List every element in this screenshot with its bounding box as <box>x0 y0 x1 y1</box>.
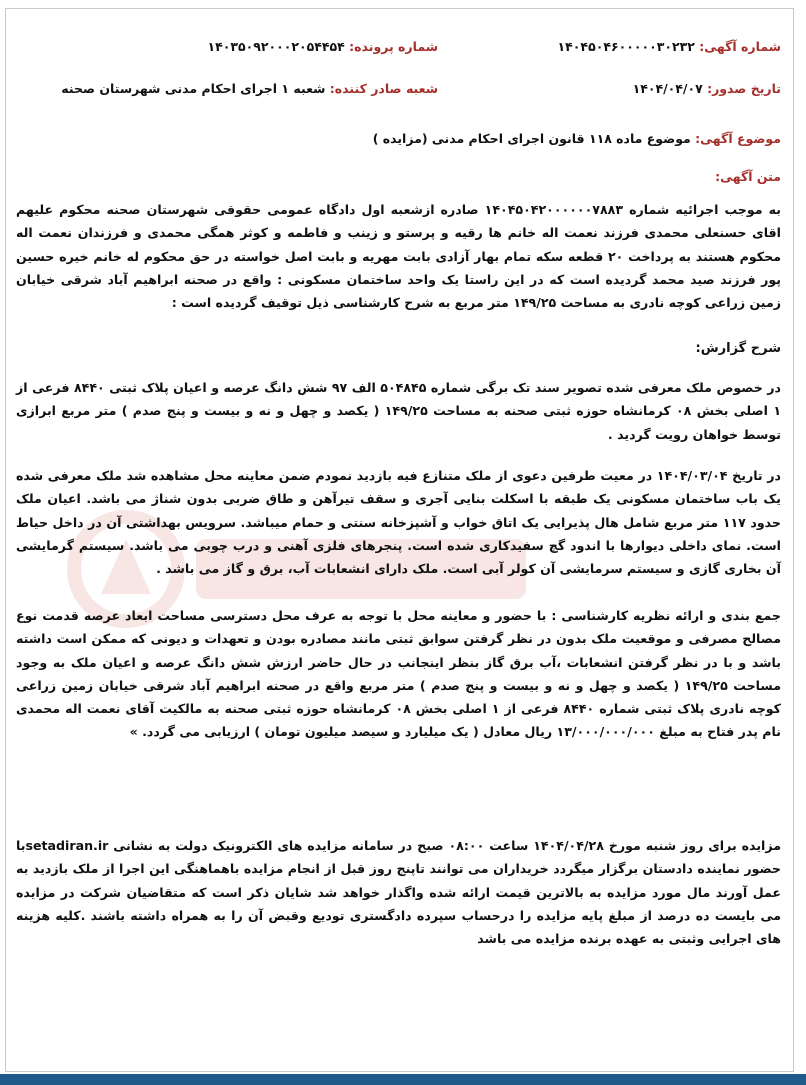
ad-number <box>558 39 781 54</box>
issuer-label: شعبه صادر کننده: <box>329 81 438 96</box>
ad-number-label: شماره آگهی: <box>699 39 781 54</box>
notice-document <box>5 8 794 1072</box>
case-number-value: ۱۴۰۳۵۰۹۲۰۰۰۲۰۵۴۴۵۴ <box>207 39 345 54</box>
valuation-paragraph: جمع بندی و ارائه نظریه کارشناسی : با حضور و معاینه محل با توجه به عرف محل دسترسی مساحت ابعاد عرصه قدمت نوع مصالح مصرفی و موقعیت ملک بدون در نظر گرفتن سوابق ثبتی مانند مصادره بودن و تعهدات و دیونی که ممکن است داشته باشد و با در نظر گرفتن انشعابات ،آب برق گاز بنظر اینجانب در حال حاضر ارزش شش دانگ عرصه و اعیان ملک به وجود مساحت ۱۴۹/۲۵ ( یکصد و چهل و نه و بیست و پنج صدم ) متر مربع واقع در صحنه ابراهیم آباد شرقی خیابان زمین زراعی کوچه نادری پلاک ثبتی شماره ۸۴۴۰ فرعی از ۱ اصلی بخش ۰۸ کرمانشاه حوزه ثبتی صحنه به مالکیت آقای نعمت اله محمدی نام پدر فتاح به مبلغ ۱۳/۰۰۰/۰۰۰/۰۰۰ ریال معادل ( یک میلیارد و سیصد میلیون تومان ) ارزیابی می گردد. » <box>16 608 781 740</box>
issue-date-value: ۱۴۰۴/۰۴/۰۷ <box>632 81 703 96</box>
subject <box>373 131 781 146</box>
bottom-border-strip <box>0 1074 806 1085</box>
ad-number-value: ۱۴۰۴۵۰۴۶۰۰۰۰۰۳۰۲۳۲ <box>557 39 695 54</box>
inspection-paragraph: در تاریخ ۱۴۰۴/۰۳/۰۴ در معیت طرفین دعوی از ملک متنازع فیه بازدید نمودم ضمن معاینه محل مشاهده شد ملک معرفی شده یک باب ساختمان مسکونی یک طبقه با اسکلت بنایی آجری و سقف تیرآهن و طاق ضربی بدون شناژ می باشد. اعیان ملک حدود ۱۱۷ متر مربع شامل هال پذیرایی یک اتاق خواب و آشپزخانه سنتی و حمام میباشد. سرویس بهداشتی آن در داخل حیاط است. نمای داخلی دیوارها با اندود گچ سفیدکاری شده است. پنجرهای فلزی آهنی و درب چوبی می باشد. سیستم گرمایشی آن بخاری گازی و سیستم سرمایشی آن کولر آبی است. ملک دارای انشعابات آب، برق و گاز می باشد . <box>16 468 781 577</box>
execution-paragraph: به موجب اجرائیه شماره ۱۴۰۴۵۰۴۲۰۰۰۰۰۰۷۸۸۳ صادره ازشعبه اول دادگاه عمومی حقوقی شهرستان صحنه محکوم علیهم اقای حسنعلی محمدی فرزند نعمت اله خانم ها رقیه و پرستو و زینب و فاطمه و کوثر همگی محمدی و فرزندان نعمت اله محکوم هستند به پرداخت ۲۰ قطعه سکه تمام بهار آزادی بابت مهریه و بابت اصل خواسته در حق محکوم له خانم خیره حسین پور فرزند صید محمد گردیده است که در این راستا یک واحد ساختمان مسکونی : واقع در صحنه ابراهیم آباد شرقی خیابان زمین زراعی کوچه نادری به مساحت ۱۴۹/۲۵ متر مربع به شرح کارشناسی ذیل توقیف گردیده است : <box>16 202 781 311</box>
subject-value: موضوع ماده ۱۱۸ قانون اجرای احکام مدنی (مزایده ) <box>372 131 691 146</box>
case-number-label: شماره پرونده: <box>349 39 438 54</box>
issuer <box>61 81 438 96</box>
issuer-value: شعبه ۱ اجرای احکام مدنی شهرستان صحنه <box>61 81 326 96</box>
auction-paragraph: مزایده برای روز شنبه مورخ ۱۴۰۴/۰۴/۲۸ ساعت ۰۸:۰۰ صبح در سامانه مزایده های الکترونیک دولت به نشانی setadiran.irبا حضور نماینده دادستان برگزار میگردد خریداران می توانند تاپنج روز قبل از انجام مزایده باهماهنگی این اجرا از ملک بازدید به عمل آورند مال مورد مزایده به بالاترین قیمت ارائه شده واگذار خواهد شد شایان ذکر است که متقاضیان شرکت در مزایده می بایست ده درصد از مبلغ پایه مزایده را درحساب سپرده دادگستری تودیع وقبض آن را به همراه داشته باشند .کلیه هزینه های اجرایی وثبتی به عهده برنده مزایده می باشد <box>16 838 781 947</box>
body-label: متن آگهی: <box>715 169 781 184</box>
body-heading <box>715 169 781 184</box>
deed-paragraph: در خصوص ملک معرفی شده تصویر سند تک برگی شماره ۵۰۴۸۴۵ الف ۹۷ شش دانگ عرصه و اعیان پلاک ثبتی ۸۴۴۰ فرعی از ۱ اصلی بخش ۰۸ کرمانشاه حوزه ثبتی صحنه به مساحت ۱۴۹/۲۵ ( یکصد و چهل و نه و بیست و پنج صدم ) متر مربع ابرازی توسط خواهان رویت گردید . <box>16 380 782 442</box>
report-heading: شرح گزارش: <box>695 341 781 356</box>
case-number <box>207 39 438 54</box>
issue-date-label: تاریخ صدور: <box>707 81 781 96</box>
subject-label: موضوع آگهی: <box>695 131 781 146</box>
issue-date <box>633 81 781 96</box>
